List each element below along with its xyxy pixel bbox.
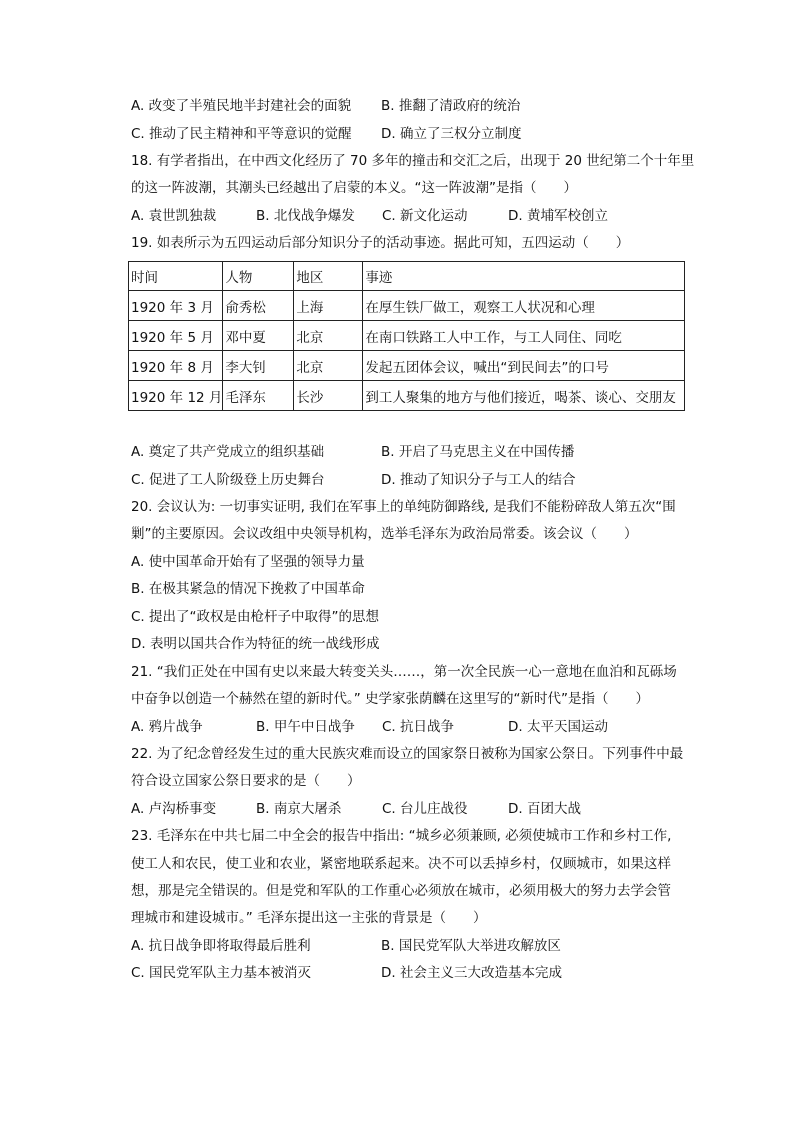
q20-option-a: A. 使中国革命开始有了坚强的领导力量 xyxy=(131,554,365,570)
table-cell: 北京 xyxy=(294,321,363,351)
q21-option-a: A. 鸦片战争 xyxy=(131,719,203,735)
q18-stem-line-2: 的这一阵波潮，其潮头已经越出了启蒙的本义。“这一阵波潮”是指（ ） xyxy=(131,180,577,196)
q18-option-a: A. 袁世凯独裁 xyxy=(131,208,217,224)
q18-option-b: B. 北伐战争爆发 xyxy=(256,208,355,224)
table-row xyxy=(129,351,685,381)
table-cell: 1920 年 8 月 xyxy=(129,351,223,381)
q20-option-d: D. 表明以国共合作为特征的统一战线形成 xyxy=(131,636,380,652)
q20-stem-line-1: 20. 会议认为: 一切事实证明, 我们在军事上的单纯防御路线, 是我们不能粉碎敌人第五次“围 xyxy=(131,499,676,515)
q21-option-d: D. 太平天国运动 xyxy=(508,719,608,735)
table-cell: 北京 xyxy=(294,351,363,381)
q22-stem-line-1: 22. 为了纪念曾经发生过的重大民族灾难而设立的国家祭日被称为国家公祭日。下列事件中最 xyxy=(131,746,684,762)
q21-option-b: B. 甲午中日战争 xyxy=(256,719,355,735)
table-cell: 发起五团体会议，喊出“到民间去”的口号 xyxy=(363,351,685,381)
q21-stem-line-1: 21. “我们正处在中国有史以来最大转变关头……，第一次全民族一心一意地在血泊和瓦砾场 xyxy=(131,664,677,680)
table-cell: 上海 xyxy=(294,291,363,321)
q23-stem-line-2: 使工人和农民，使工业和农业，紧密地联系起来。决不可以丢掉乡村，仅顾城市，如果这样 xyxy=(131,856,671,872)
q22-option-a: A. 卢沟桥事变 xyxy=(131,801,217,817)
table-row xyxy=(129,291,685,321)
q19-option-b: B. 开启了马克思主义在中国传播 xyxy=(381,444,575,460)
table-header-cell: 地区 xyxy=(294,262,363,291)
q23-stem-line-1: 23. 毛泽东在中共七届二中全会的报告中指出: “城乡必须兼顾, 必须使城市工作和乡村工作, xyxy=(131,828,672,844)
q18-option-d: D. 黄埔军校创立 xyxy=(508,208,608,224)
q17-option-d: D. 确立了三权分立制度 xyxy=(381,126,522,142)
q18-stem-line-1: 18. 有学者指出，在中西文化经历了 70 多年的撞击和交汇之后，出现于 20 世纪第二个十年里 xyxy=(131,153,695,169)
q23-option-b: B. 国民党军队大举进攻解放区 xyxy=(381,938,561,954)
table-cell: 到工人聚集的地方与他们接近，喝茶、谈心、交朋友 xyxy=(363,381,685,411)
q23-option-a: A. 抗日战争即将取得最后胜利 xyxy=(131,938,311,954)
q23-option-c: C. 国民党军队主力基本被消灭 xyxy=(131,965,312,981)
table-cell: 俞秀松 xyxy=(223,291,294,321)
table-row xyxy=(129,381,685,411)
q20-stem-line-2: 剿”的主要原因。会议改组中央领导机构，选举毛泽东为政治局常委。该会议（ ） xyxy=(131,526,638,542)
q22-option-b: B. 南京大屠杀 xyxy=(256,801,342,817)
q20-option-b: B. 在极其紧急的情况下挽救了中国革命 xyxy=(131,581,365,597)
q21-stem-line-2: 中奋争以创造一个赫然在望的新时代。” 史学家张荫麟在这里写的“新时代”是指（ ） xyxy=(131,691,650,707)
q22-stem-line-2: 符合设立国家公祭日要求的是（ ） xyxy=(131,773,361,789)
table-row xyxy=(129,321,685,351)
q17-option-c: C. 推动了民主精神和平等意识的觉醒 xyxy=(131,126,352,142)
table-header-cell: 事迹 xyxy=(363,262,685,291)
q22-option-d: D. 百团大战 xyxy=(508,801,581,817)
q23-stem-line-3: 想，那是完全错误的。但是党和军队的工作重心必须放在城市，必须用极大的努力去学会管 xyxy=(131,883,671,899)
table-cell: 1920 年 5 月 xyxy=(129,321,223,351)
table-cell: 邓中夏 xyxy=(223,321,294,351)
q19-option-a: A. 奠定了共产党成立的组织基础 xyxy=(131,444,325,460)
q18-option-c: C. 新文化运动 xyxy=(382,208,468,224)
q22-option-c: C. 台儿庄战役 xyxy=(382,801,468,817)
table-cell: 毛泽东 xyxy=(223,381,294,411)
q19-option-d: D. 推动了知识分子与工人的结合 xyxy=(381,472,576,488)
table-cell: 1920 年 3 月 xyxy=(129,291,223,321)
q17-option-b: B. 推翻了清政府的统治 xyxy=(381,98,521,114)
table-header-cell: 时间 xyxy=(129,262,223,291)
activity-table xyxy=(128,261,685,411)
q20-option-c: C. 提出了“政权是由枪杆子中取得”的思想 xyxy=(131,609,379,625)
table-cell: 1920 年 12 月 xyxy=(129,381,223,411)
table-header-cell: 人物 xyxy=(223,262,294,291)
table-cell: 在南口铁路工人中工作，与工人同住、同吃 xyxy=(363,321,685,351)
q19-stem: 19. 如表所示为五四运动后部分知识分子的活动事迹。据此可知，五四运动（ ） xyxy=(131,235,630,251)
q19-option-c: C. 促进了工人阶级登上历史舞台 xyxy=(131,472,325,488)
table-cell: 李大钊 xyxy=(223,351,294,381)
q23-stem-line-4: 理城市和建设城市。” 毛泽东提出这一主张的背景是（ ） xyxy=(131,910,487,926)
q23-option-d: D. 社会主义三大改造基本完成 xyxy=(381,965,562,981)
table-header-row xyxy=(129,262,685,291)
q17-option-a: A. 改变了半殖民地半封建社会的面貌 xyxy=(131,98,352,114)
q21-option-c: C. 抗日战争 xyxy=(382,719,455,735)
table-cell: 长沙 xyxy=(294,381,363,411)
table-cell: 在厚生铁厂做工，观察工人状况和心理 xyxy=(363,291,685,321)
